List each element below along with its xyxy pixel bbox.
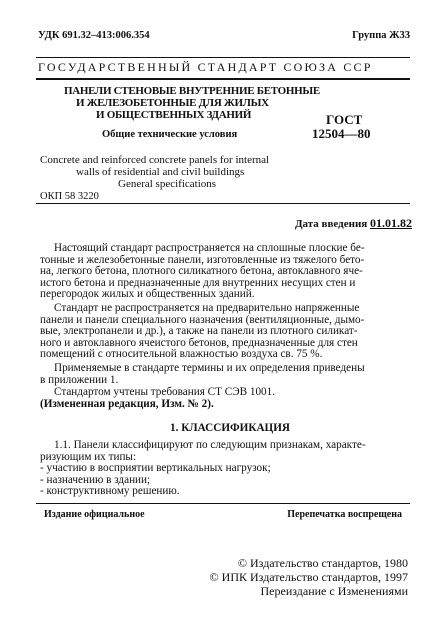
- text-line: панели и панели специального назначения (вентиляционные, дымо-: [40, 313, 365, 326]
- paragraph-sev: [40, 387, 412, 410]
- reissue-note: Переиздание с Изменениями: [260, 584, 408, 598]
- list-item: - назначению в здании;: [40, 473, 151, 486]
- top-rule: [36, 57, 410, 58]
- copyright-line-2: © ИПК Издательство стандартов, 1997: [209, 570, 408, 584]
- paragraph-scope: [40, 243, 412, 301]
- list-item: - участию в восприятии вертикальных нагрузок;: [40, 462, 271, 475]
- paragraph-terms: [40, 363, 412, 386]
- subtitle-ru: Общие технические условия: [102, 129, 238, 140]
- text-line: тонные и железобетонные панели, изготовленные из тяжелого бето-: [40, 253, 365, 266]
- text-line: ного и автоклавного ячеистого бетонов, предназначенные для стен: [40, 336, 358, 349]
- section-heading: 1. КЛАССИФИКАЦИЯ: [170, 422, 291, 434]
- text-line: вые, электропанели и др.), а также на панели из плотного силикат-: [40, 325, 358, 338]
- title-ru-line-1: ПАНЕЛИ СТЕНОВЫЕ ВНУТРЕННИЕ БЕТОННЫЕ: [64, 85, 320, 97]
- list-item: - конструктивному решению.: [40, 485, 180, 498]
- title-block-rule: [36, 203, 410, 204]
- footer-rule: [36, 503, 410, 504]
- reprint-prohibited: Перепечатка воспрещена: [287, 509, 402, 520]
- title-en-line-3: General specifications: [118, 178, 217, 190]
- intro-date-value: 01.01.82: [370, 216, 412, 230]
- udk-code: УДК 691.32–413:006.354: [38, 30, 150, 41]
- title-ru-line-2: И ЖЕЛЕЗОБЕТОННЫЕ ДЛЯ ЖИЛЫХ: [76, 97, 269, 109]
- title-en-line-1: Concrete and reinforced concrete panels for internal: [40, 154, 270, 166]
- gost-label: ГОСТ: [326, 112, 363, 127]
- text-line: Стандартом учтены требования СТ СЭВ 1001.: [54, 386, 276, 398]
- banner-rule: [36, 78, 410, 80]
- text-line: Стандарт не распространяется на предварительно напряженные: [54, 302, 360, 314]
- group-code: Группа Ж33: [352, 30, 410, 41]
- title-ru-line-3: И ОБЩЕСТВЕННЫХ ЗДАНИЙ: [96, 109, 252, 121]
- title-en-line-2: walls of residential and civil buildings: [76, 166, 245, 178]
- intro-date-label: Дата введения: [294, 218, 368, 230]
- official-edition: Издание официальное: [44, 509, 145, 520]
- gost-number: 12504—80: [312, 126, 371, 141]
- text-line: ризующим их типы:: [40, 450, 137, 463]
- okp-code: ОКП 58 3220: [40, 191, 99, 202]
- standard-banner: ГОСУДАРСТВЕННЫЙ СТАНДАРТ СОЮЗА ССР: [38, 60, 373, 74]
- paragraph-exclusions: [40, 303, 412, 361]
- text-line: истого бетона и предназначенные для внутренних несущих стен и: [40, 276, 356, 289]
- copyright-line-1: © Издательство стандартов, 1980: [237, 556, 408, 570]
- text-line: перегородок жилых и общественных зданий.: [40, 288, 255, 301]
- section-body: [40, 440, 412, 498]
- text-line: на, легкого бетона, плотного силикатного бетона, автоклавного яче-: [40, 265, 363, 278]
- text-line: 1.1. Панели классифицируют по следующим признакам, характе-: [54, 439, 366, 451]
- text-line: в приложении 1.: [40, 373, 119, 386]
- intro-date: [295, 216, 412, 231]
- text-line: помещений с относительной влажностью воздуха св. 75 %.: [40, 348, 323, 361]
- text-line: Настоящий стандарт распространяется на сплошные плоские бе-: [54, 242, 365, 254]
- amendment-note: (Измененная редакция, Изм. № 2).: [40, 397, 214, 410]
- text-line: Применяемые в стандарте термины и их определения приведены: [54, 362, 365, 374]
